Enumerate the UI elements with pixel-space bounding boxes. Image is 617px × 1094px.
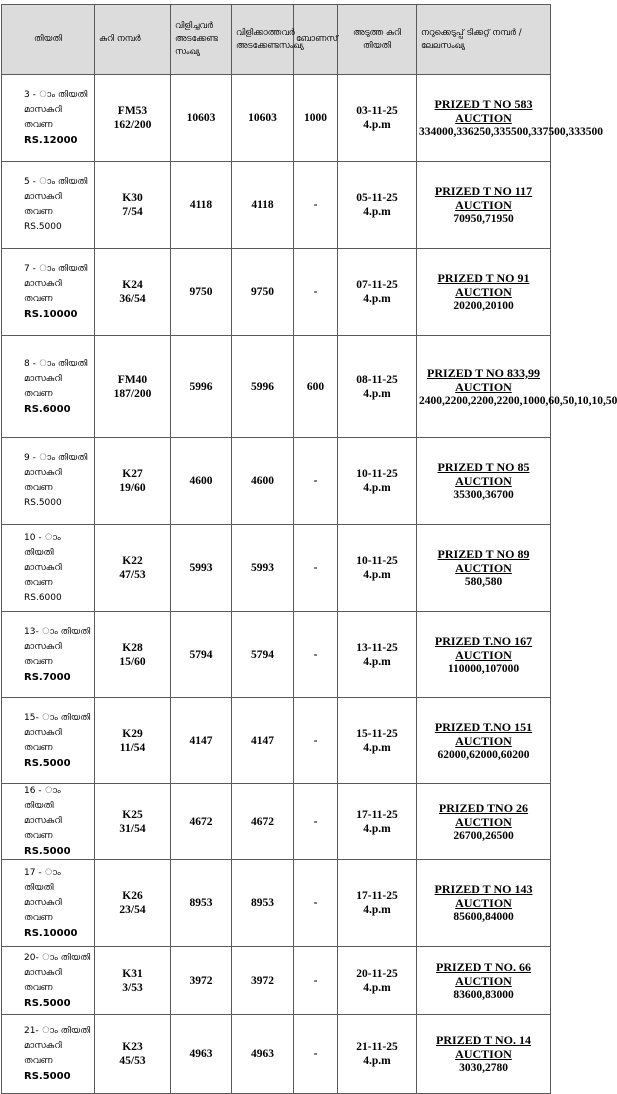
date-kind: മാസകുറി (24, 897, 62, 908)
date-installment: തവണ RS.6000 (24, 577, 62, 603)
table-row (2, 947, 551, 1015)
table-row (2, 162, 551, 249)
date-amount: RS.5000 (24, 757, 71, 769)
prize-auction-cell (417, 698, 551, 784)
date-installment: തവണ (24, 982, 53, 993)
next-time: 4.p.m (363, 1055, 391, 1067)
date-installment: തവണ (24, 742, 53, 753)
prize-auction-cell (417, 525, 551, 612)
date-amount: RS.5000 (24, 997, 71, 1009)
auction-amounts: 62000,62000,60200 (437, 748, 530, 761)
table-row (2, 1015, 551, 1094)
table-row (2, 784, 551, 860)
called-amount-cell: 4672 (171, 784, 232, 860)
next-time: 4.p.m (363, 387, 391, 400)
bonus-cell: - (294, 1015, 338, 1094)
date-day: 13- ാം തിയതി (24, 626, 91, 637)
next-date-cell (338, 784, 417, 860)
kuri-installment: 162/200 (113, 119, 152, 131)
date-cell (2, 438, 95, 525)
kuri-installment: 15/60 (119, 655, 146, 668)
next-date: 17-11-25 (356, 890, 398, 902)
auction-label: AUCTION (455, 198, 512, 212)
auction-label: AUCTION (455, 973, 512, 988)
next-time: 4.p.m (363, 655, 391, 668)
header-called-amount: വിളിച്ചവർ അടക്കേണ്ട സംഖ്യ (171, 5, 232, 75)
auction-amounts: 26700,26500 (453, 829, 514, 842)
next-date-cell (338, 1015, 417, 1094)
auction-label: AUCTION (455, 379, 512, 394)
date-installment: തവണ (24, 294, 53, 304)
kuri-number-cell (95, 947, 171, 1015)
bonus-cell: - (294, 162, 338, 249)
called-amount-cell: 8953 (171, 860, 232, 947)
kuri-code: K31 (122, 967, 143, 980)
next-date: 10-11-25 (356, 468, 398, 480)
date-amount: RS.5000 (24, 846, 71, 857)
uncalled-amount-cell: 5794 (232, 612, 294, 698)
next-date-cell (338, 438, 417, 525)
kuri-number-cell (95, 860, 171, 947)
kuri-code: FM40 (117, 373, 148, 386)
header-row (2, 5, 551, 75)
table-row (2, 525, 551, 612)
kuri-code: K25 (122, 808, 143, 821)
prized-ticket: PRIZED T NO. 66 (436, 959, 531, 974)
kuri-number-cell (95, 1015, 171, 1094)
kuri-number-cell (95, 525, 171, 612)
uncalled-amount-cell: 9750 (232, 249, 294, 336)
next-date-cell (338, 249, 417, 336)
date-day: 7 - ാം തിയതി (24, 264, 88, 274)
uncalled-amount-cell: 4147 (232, 698, 294, 784)
uncalled-amount-cell: 4118 (232, 162, 294, 249)
kuri-installment: 47/53 (119, 569, 146, 581)
next-date: 15-11-25 (356, 727, 398, 740)
kuri-code: K29 (122, 727, 143, 740)
date-installment: തവണ (24, 120, 53, 130)
kuri-code: K27 (122, 468, 143, 480)
bonus-cell: - (294, 860, 338, 947)
date-day: 17 - ാം തിയതി (24, 867, 61, 893)
next-date-cell (338, 860, 417, 947)
date-day: 20- ാം തിയതി (24, 952, 91, 963)
date-day: 15- ാം തിയതി (24, 712, 91, 723)
called-amount-cell: 4118 (171, 162, 232, 249)
next-date: 10-11-25 (356, 555, 398, 567)
prize-auction-cell (417, 438, 551, 525)
auction-label: AUCTION (455, 1047, 512, 1061)
kuri-number-cell (95, 698, 171, 784)
bonus-cell: - (294, 612, 338, 698)
date-day: 5 - ാം തിയതി (24, 177, 88, 187)
kuri-installment: 23/54 (119, 904, 146, 916)
auction-label: AUCTION (455, 561, 512, 575)
bonus-cell: - (294, 698, 338, 784)
kuri-installment: 19/60 (119, 482, 146, 494)
next-time: 4.p.m (363, 119, 391, 131)
header-date: തിയതി (2, 5, 95, 75)
next-time: 4.p.m (363, 206, 391, 218)
prized-ticket: PRIZED T NO 583 (434, 97, 533, 111)
next-time: 4.p.m (363, 482, 391, 494)
uncalled-amount-cell: 4672 (232, 784, 294, 860)
date-cell (2, 698, 95, 784)
date-cell (2, 1015, 95, 1094)
called-amount-cell: 4600 (171, 438, 232, 525)
prize-auction-cell (417, 947, 551, 1015)
next-date-cell (338, 162, 417, 249)
kuri-installment: 7/54 (122, 206, 143, 218)
date-installment: തവണ (24, 912, 53, 923)
date-cell (2, 947, 95, 1015)
next-date: 17-11-25 (356, 808, 398, 821)
date-kind: മാസകുറി (24, 105, 62, 115)
date-cell (2, 525, 95, 612)
date-cell (2, 784, 95, 860)
bonus-cell: 600 (294, 336, 338, 438)
date-day: 3 - ാം തിയതി (24, 90, 88, 100)
prized-ticket: PRIZED TNO 26 (438, 800, 529, 815)
kuri-number-cell (95, 75, 171, 162)
date-kind: മാസകുറി (24, 192, 62, 202)
uncalled-amount-cell: 4600 (232, 438, 294, 525)
auction-label: AUCTION (455, 814, 512, 829)
called-amount-cell: 9750 (171, 249, 232, 336)
next-date: 05-11-25 (356, 192, 398, 204)
next-date: 03-11-25 (356, 105, 398, 117)
date-amount: RS.6000 (24, 403, 71, 415)
date-installment: തവണ (24, 831, 53, 841)
next-date: 20-11-25 (356, 967, 398, 980)
date-kind: മാസകുറി (24, 727, 62, 738)
kuri-number-cell (95, 249, 171, 336)
prize-auction-cell (417, 612, 551, 698)
next-time: 4.p.m (363, 822, 391, 835)
called-amount-cell: 3972 (171, 947, 232, 1015)
kuri-number-cell (95, 336, 171, 438)
next-date: 08-11-25 (356, 373, 398, 386)
auction-amounts: 110000,107000 (447, 662, 520, 675)
auction-label: AUCTION (455, 647, 512, 662)
kuri-code: K22 (122, 555, 143, 567)
table-row (2, 249, 551, 336)
next-date: 07-11-25 (356, 279, 398, 291)
auction-amounts: 83600,83000 (453, 988, 514, 1001)
prized-ticket: PRIZED T NO 833,99 (427, 365, 540, 380)
date-kind: മാസകുറി (24, 373, 62, 384)
date-amount: RS.5000 (24, 1071, 71, 1082)
prized-ticket: PRIZED T.NO 151 (434, 719, 533, 734)
date-installment: തവണ RS.5000 (24, 483, 62, 508)
kuri-installment: 11/54 (119, 741, 146, 754)
prized-ticket: PRIZED T.NO 167 (434, 633, 533, 648)
kuri-code: K30 (122, 192, 143, 204)
auction-label: AUCTION (455, 285, 512, 299)
next-date: 13-11-25 (356, 641, 398, 654)
date-cell (2, 336, 95, 438)
date-installment: തവണ RS.5000 (24, 207, 62, 232)
table-row (2, 698, 551, 784)
called-amount-cell: 4963 (171, 1015, 232, 1094)
date-cell (2, 860, 95, 947)
prize-auction-cell (417, 162, 551, 249)
table-row (2, 612, 551, 698)
next-time: 4.p.m (363, 981, 391, 994)
header-bonus: ബോണസ് (294, 5, 338, 75)
kuri-code: FM53 (117, 105, 148, 117)
auction-amounts: 70950,71950 (453, 213, 514, 225)
header-next-date: അടുത്ത കുറി തിയതി (338, 5, 417, 75)
prize-auction-cell (417, 1015, 551, 1094)
next-time: 4.p.m (363, 741, 391, 754)
date-day: 9 - ാം തിയതി (24, 453, 88, 463)
kuri-number-cell (95, 612, 171, 698)
date-amount: RS.7000 (24, 671, 71, 683)
date-cell (2, 612, 95, 698)
prized-ticket: PRIZED T NO. 14 (436, 1033, 531, 1047)
prized-ticket: PRIZED T NO 91 (437, 271, 530, 285)
next-date-cell (338, 75, 417, 162)
date-kind: മാസകുറി (24, 468, 62, 478)
table-row (2, 336, 551, 438)
prize-auction-cell (417, 336, 617, 438)
date-installment: തവണ (24, 656, 53, 667)
date-day: 16 - ാം തിയതി (24, 786, 61, 811)
prize-auction-cell (417, 784, 551, 860)
kuri-number-cell (95, 784, 171, 860)
prize-auction-cell (417, 860, 551, 947)
called-amount-cell: 10603 (171, 75, 232, 162)
next-date: 21-11-25 (356, 1041, 398, 1053)
header-ticket-auction: നറുക്കെടുപ്പ് ടിക്കറ്റ് നമ്പർ /ലേലസംഖ്യ (417, 5, 551, 75)
bonus-cell: - (294, 249, 338, 336)
header-uncalled-amount: വിളിക്കാത്തവർ അടക്കേണ്ടസംഖ്യ (232, 5, 294, 75)
table-row (2, 860, 551, 947)
date-kind: മാസകുറി (24, 641, 62, 652)
date-amount: RS.12000 (24, 135, 78, 146)
kuri-code: K28 (122, 641, 143, 654)
header-kuri-number: കുറി നമ്പർ (95, 5, 171, 75)
kuri-installment: 36/54 (119, 293, 146, 305)
called-amount-cell: 5794 (171, 612, 232, 698)
called-amount-cell: 5993 (171, 525, 232, 612)
bonus-cell: - (294, 947, 338, 1015)
uncalled-amount-cell: 8953 (232, 860, 294, 947)
bonus-cell: 1000 (294, 75, 338, 162)
next-date-cell (338, 336, 417, 438)
kuri-schedule-table (1, 4, 617, 1094)
called-amount-cell: 4147 (171, 698, 232, 784)
date-amount: RS.10000 (24, 927, 78, 939)
prized-ticket: PRIZED T NO 85 (437, 460, 530, 474)
kuri-installment: 31/54 (119, 822, 146, 835)
auction-amounts: 85600,84000 (453, 911, 514, 923)
auction-amounts: 580,580 (464, 576, 503, 588)
date-kind: മാസകുറി (24, 816, 62, 826)
auction-label: AUCTION (455, 896, 512, 910)
next-date-cell (338, 947, 417, 1015)
kuri-code: K24 (122, 279, 143, 291)
table-row (2, 75, 551, 162)
kuri-number-cell (95, 438, 171, 525)
uncalled-amount-cell: 4963 (232, 1015, 294, 1094)
auction-label: AUCTION (455, 733, 512, 748)
prize-auction-cell (417, 75, 603, 162)
auction-label: AUCTION (455, 111, 512, 125)
auction-amounts: 3030,2780 (459, 1062, 508, 1074)
auction-amounts: 20200,20100 (453, 300, 514, 312)
auction-amounts: 2400,2200,2200,2200,1000,60,50,10,10,50 (419, 394, 617, 407)
next-date-cell (338, 612, 417, 698)
table-row (2, 438, 551, 525)
date-day: 8 - ാം തിയതി (24, 358, 88, 369)
kuri-installment: 45/53 (119, 1055, 146, 1067)
date-kind: മാസകുറി (24, 1041, 62, 1051)
date-kind: മാസകുറി (24, 562, 62, 573)
prized-ticket: PRIZED T NO 89 (437, 547, 530, 561)
kuri-number-cell (95, 162, 171, 249)
bonus-cell: - (294, 784, 338, 860)
called-amount-cell: 5996 (171, 336, 232, 438)
bonus-cell: - (294, 525, 338, 612)
date-cell (2, 162, 95, 249)
prized-ticket: PRIZED T NO 143 (434, 882, 533, 896)
kuri-code: K26 (122, 890, 143, 902)
date-day: 21- ാം തിയതി (24, 1026, 91, 1036)
kuri-installment: 187/200 (113, 387, 152, 400)
uncalled-amount-cell: 5993 (232, 525, 294, 612)
next-time: 4.p.m (363, 569, 391, 581)
uncalled-amount-cell: 5996 (232, 336, 294, 438)
next-time: 4.p.m (363, 904, 391, 916)
date-day: 10 - ാം തിയതി (24, 532, 61, 558)
next-date-cell (338, 698, 417, 784)
next-date-cell (338, 525, 417, 612)
date-amount: RS.10000 (24, 309, 78, 320)
prized-ticket: PRIZED T NO 117 (434, 184, 533, 198)
date-installment: തവണ (24, 388, 53, 399)
uncalled-amount-cell: 3972 (232, 947, 294, 1015)
next-time: 4.p.m (363, 293, 391, 305)
auction-label: AUCTION (455, 474, 512, 488)
auction-amounts: 334000,336250,335500,337500,333500 (419, 126, 603, 138)
date-cell (2, 75, 95, 162)
kuri-code: K23 (122, 1041, 143, 1053)
date-cell (2, 249, 95, 336)
uncalled-amount-cell: 10603 (232, 75, 294, 162)
date-installment: തവണ (24, 1056, 53, 1066)
prize-auction-cell (417, 249, 551, 336)
date-kind: മാസകുറി (24, 967, 62, 978)
kuri-installment: 3/53 (122, 981, 143, 994)
date-kind: മാസകുറി (24, 279, 62, 289)
auction-amounts: 35300,36700 (453, 489, 514, 501)
bonus-cell: - (294, 438, 338, 525)
